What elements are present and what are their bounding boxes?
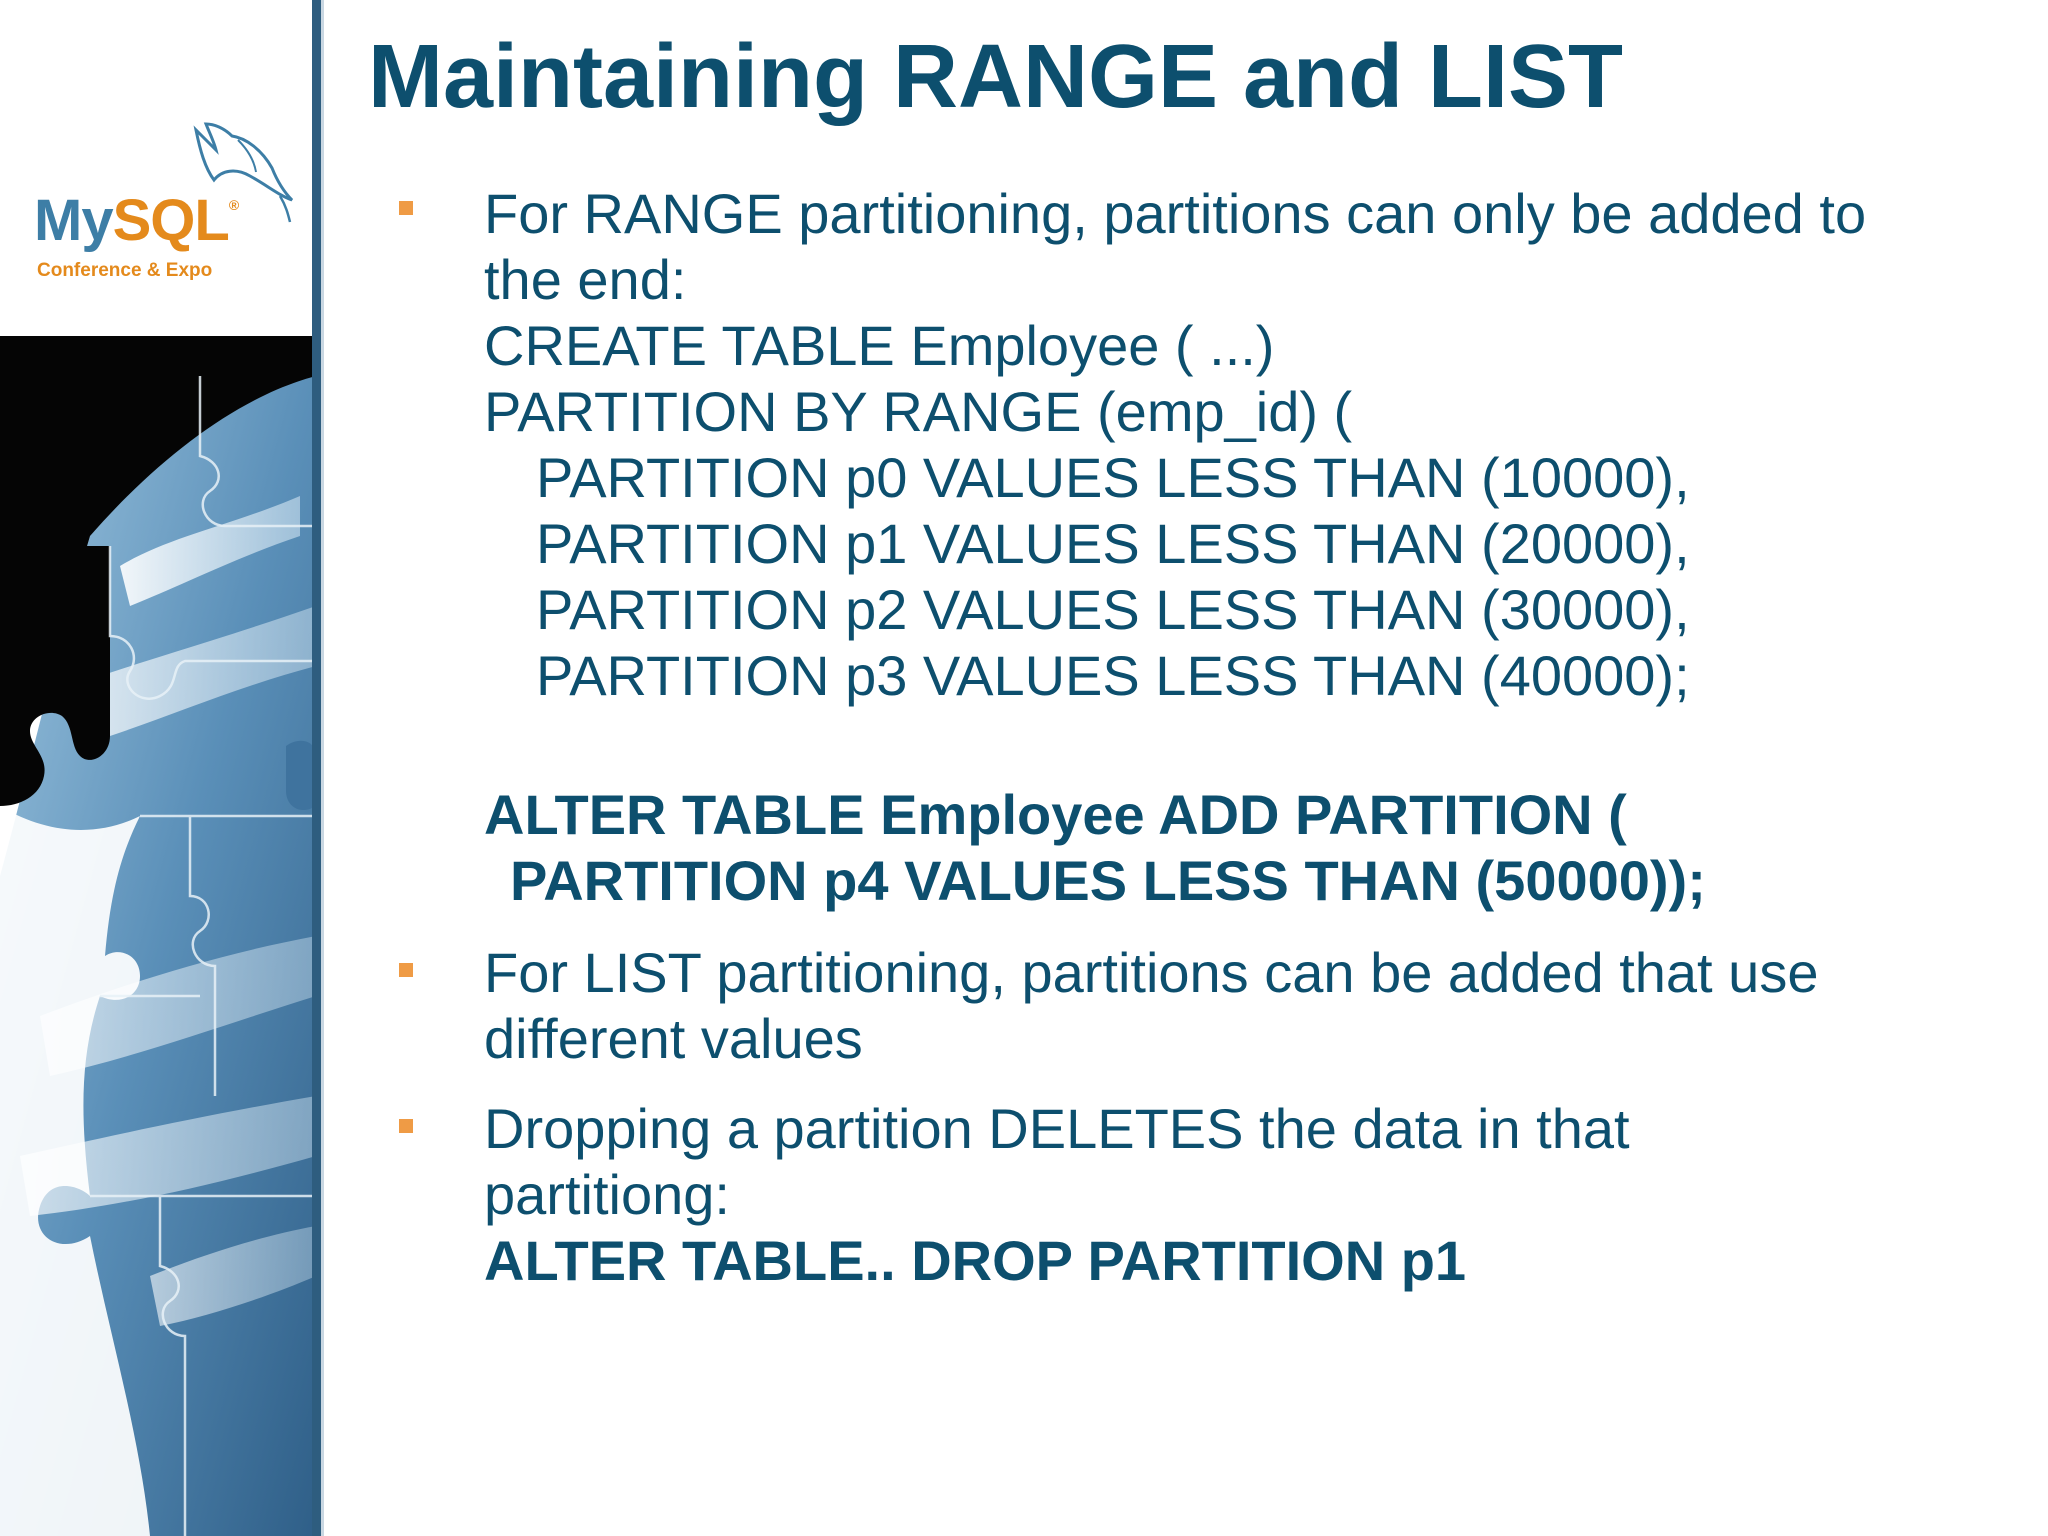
code-line-bold: ALTER TABLE Employee ADD PARTITION ( bbox=[484, 783, 1627, 846]
vertical-divider-highlight bbox=[321, 0, 324, 1536]
code-line-bold: PARTITION p4 VALUES LESS THAN (50000)); bbox=[510, 849, 1706, 912]
bullet-text-line: Dropping a partition DELETES the data in that bbox=[484, 1097, 1630, 1160]
left-decorative-panel bbox=[0, 0, 316, 1536]
slide-title: Maintaining RANGE and LIST bbox=[368, 27, 1623, 127]
bullet-text-line: partitiong: bbox=[484, 1163, 730, 1226]
vertical-divider bbox=[312, 0, 321, 1536]
bullet-text-line: For LIST partitioning, partitions can be added that use bbox=[484, 941, 1819, 1004]
logo-sql: SQL bbox=[112, 188, 229, 253]
mysql-logo bbox=[0, 0, 316, 336]
code-line: PARTITION p2 VALUES LESS THAN (30000), bbox=[536, 578, 1690, 641]
code-line: PARTITION p0 VALUES LESS THAN (10000), bbox=[536, 446, 1690, 509]
logo-my: My bbox=[34, 188, 113, 253]
puzzle-earth-image bbox=[0, 336, 316, 1536]
dolphin-icon bbox=[0, 0, 316, 336]
bullet-marker bbox=[399, 963, 413, 977]
bullet-drop-partition bbox=[484, 1096, 1630, 1294]
bullet-text-line: the end: bbox=[484, 248, 687, 311]
logo-registered-mark: ® bbox=[228, 197, 239, 213]
bullet-list-partitioning bbox=[484, 940, 1818, 1072]
bullet-text-line: different values bbox=[484, 1007, 863, 1070]
bullet-marker bbox=[399, 1119, 413, 1133]
code-line: PARTITION p3 VALUES LESS THAN (40000); bbox=[536, 644, 1690, 707]
bullet-range-partitioning bbox=[484, 181, 1866, 709]
alter-add-partition-code bbox=[484, 782, 1706, 914]
bullet-marker bbox=[399, 201, 413, 215]
logo-wordmark bbox=[34, 188, 239, 253]
logo-subtitle: Conference & Expo bbox=[37, 260, 213, 281]
code-line: PARTITION BY RANGE (emp_id) ( bbox=[484, 380, 1353, 443]
code-line: PARTITION p1 VALUES LESS THAN (20000), bbox=[536, 512, 1690, 575]
code-line-bold: ALTER TABLE.. DROP PARTITION p1 bbox=[484, 1229, 1467, 1292]
code-line: CREATE TABLE Employee ( ...) bbox=[484, 314, 1275, 377]
bullet-text-line: For RANGE partitioning, partitions can only be added to bbox=[484, 182, 1867, 245]
